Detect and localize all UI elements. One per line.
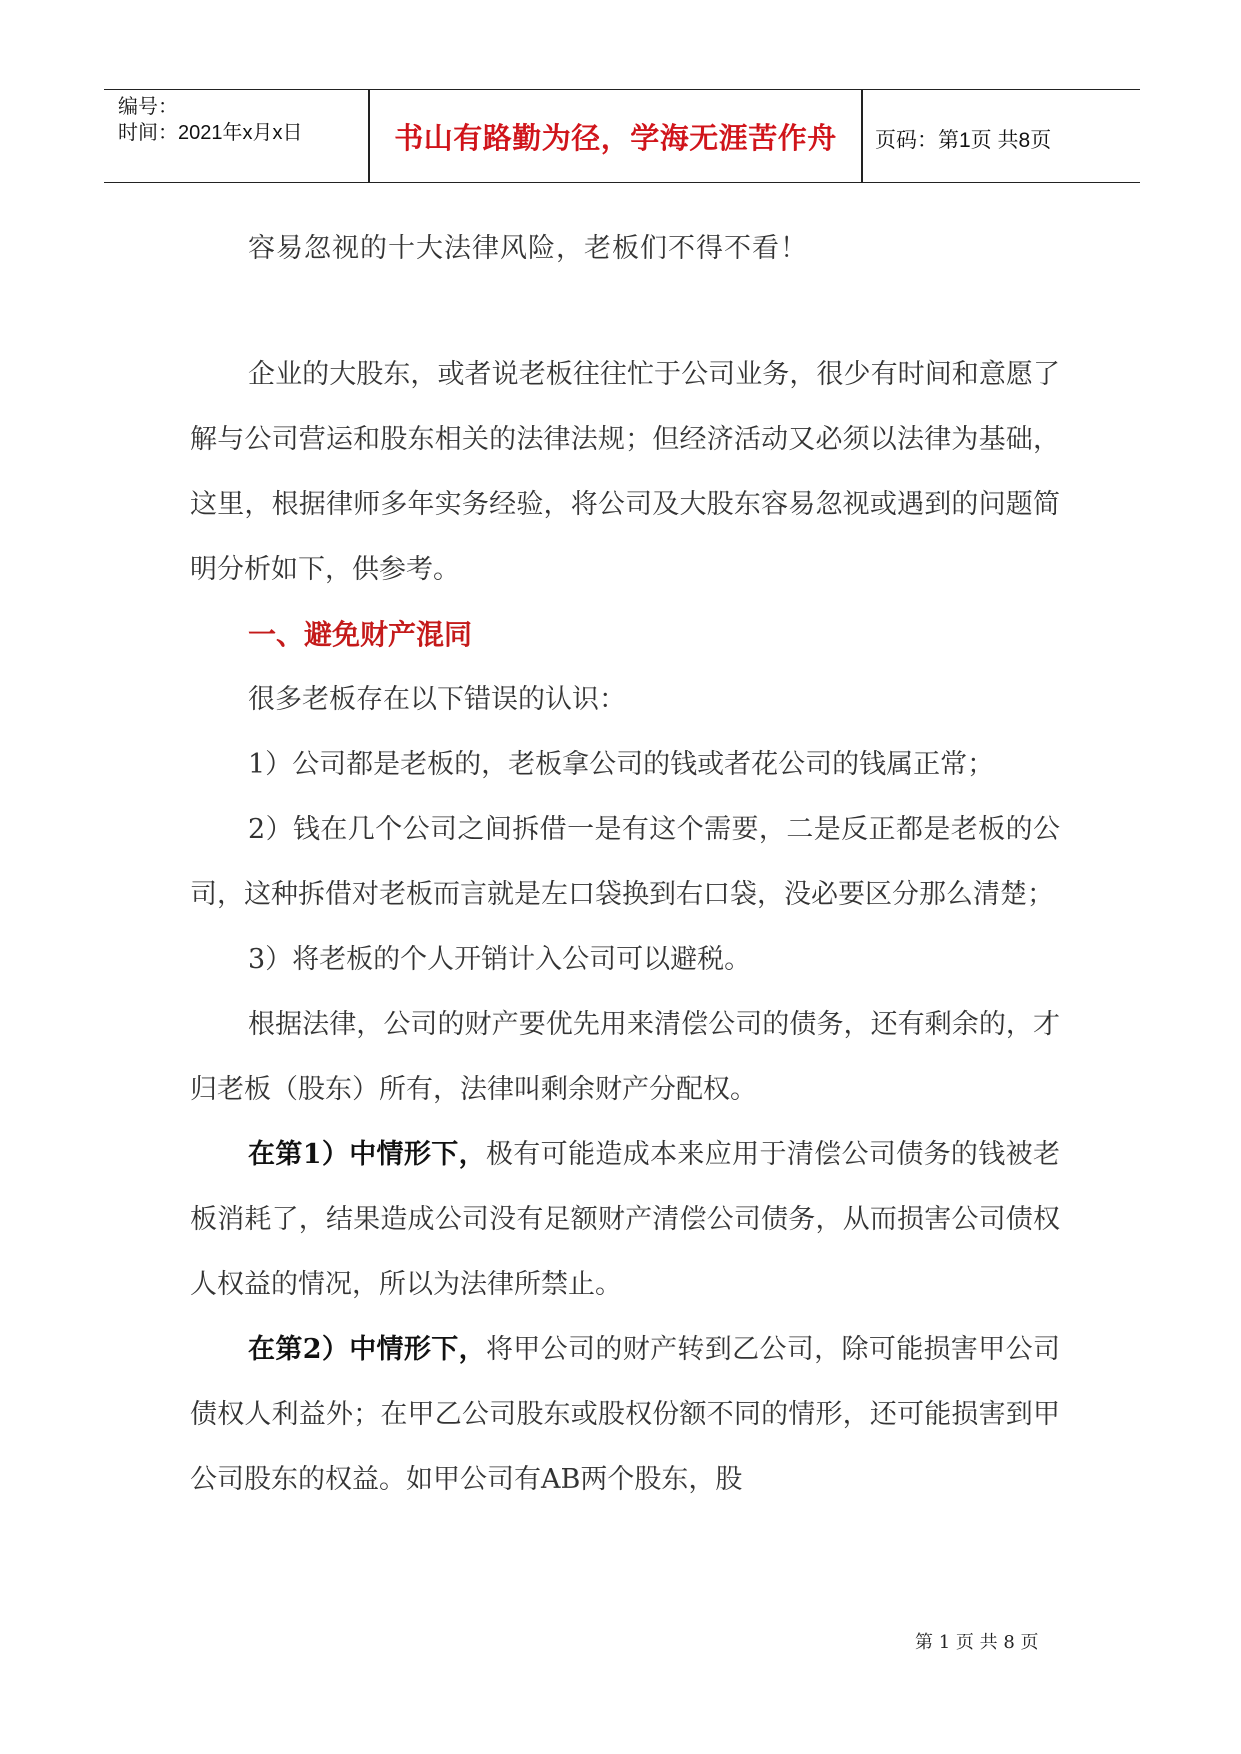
case1-lead: 在第1）中情形下， [248,1139,486,1170]
list-item: 2）钱在几个公司之间拆借一是有这个需要，二是反正都是老板的公司，这种拆借对老板而言就是左口袋换到右口袋，没必要区分那么清楚； [190,814,1060,910]
case1-text: 极有可能造成本来应用于清偿公司债务的钱被老板消耗了，结果造成公司没有足额财产清偿公司债务，从而损害公司债权人权益的情况，所以为法律所禁止。 [190,1139,1060,1300]
section-heading: 一、避免财产混同 [248,618,473,651]
case2-lead: 在第2）中情形下， [248,1334,486,1365]
time-label: 时间：2021年x月x日 [118,122,303,144]
page-header [104,89,1140,183]
case1-paragraph [190,1122,1060,1317]
document-title: 容易忽视的十大法律风险，老板们不得不看！ [248,233,808,264]
intro-paragraph: 企业的大股东，或者说老板往往忙于公司业务，很少有时间和意愿了解与公司营运和股东相关的法律法规；但经济活动又必须以法律为基础，这里，根据律师多年实务经验，将公司及大股东容易忽视或遇到的问题简明分析如下，供参考。 [190,359,1060,585]
case2-paragraph [190,1317,1060,1512]
list-item: 3）将老板的个人开销计入公司可以避税。 [248,944,752,975]
misconception-intro: 很多老板存在以下错误的认识： [248,684,626,715]
header-page-label: 页码：第1页 共8页 [875,129,1052,152]
header-divider-right [861,90,863,182]
case2-text: 将甲公司的财产转到乙公司，除可能损害甲公司债权人利益外；在甲乙公司股东或股权份额不同的情形，还可能损害到甲公司股东的权益。如甲公司有AB两个股东，股 [190,1334,1060,1495]
header-motto: 书山有路勤为径，学海无涯苦作舟 [394,121,837,155]
list-item: 1）公司都是老板的，老板拿公司的钱或者花公司的钱属正常； [248,749,995,780]
header-meta [118,94,303,146]
serial-number-label: 编号： [118,96,178,118]
document-body [190,342,1060,1512]
law-basis-paragraph: 根据法律，公司的财产要优先用来清偿公司的债务，还有剩余的，才归老板（股东）所有，法律叫剩余财产分配权。 [190,1009,1060,1105]
page-footer: 第 1 页 共 8 页 [915,1632,1039,1653]
